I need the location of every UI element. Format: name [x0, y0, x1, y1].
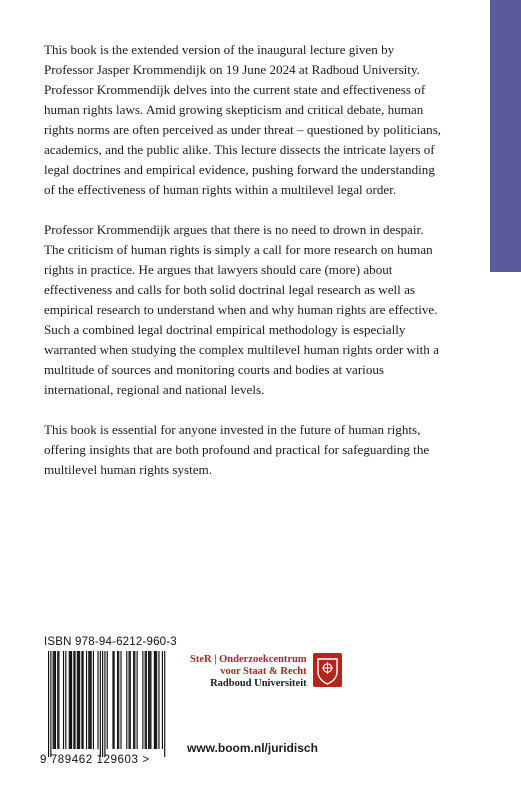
publisher-website: www.boom.nl/juridisch	[187, 741, 318, 755]
ster-line-1: SteR | Onderzoekcentrum	[190, 654, 307, 665]
side-color-tab	[490, 0, 521, 272]
isbn-digits: 9 789462 129603 >	[40, 754, 150, 766]
ster-logo	[190, 654, 307, 690]
blurb-paragraph-3: This book is essential for anyone invested in the future of human rights, offering insights that are both profound and practical for safeguarding the multilevel human rights system.	[44, 422, 430, 477]
barcode-icon	[40, 651, 172, 757]
back-cover-blurb	[44, 40, 444, 480]
blurb-paragraph-1: This book is the extended version of the inaugural lecture given by Professor Jasper Krommendijk on 19 June 2024 at Radboud University. Professor Krommendijk delves into the current state and effectiveness of human rights laws. Amid growing skepticism and critical debate, human rights norms are often perceived as under threat – questioned by politicians, academics, and the public alike. This lecture dissects the intricate layers of legal doctrines and empirical evidence, pushing forward the understanding of the effectiveness of human rights within a multilevel legal order.	[44, 42, 442, 197]
barcode-block	[40, 636, 180, 766]
ster-line-2: voor Staat & Recht	[220, 666, 307, 677]
isbn-label: ISBN 978-94-6212-960-3	[44, 636, 177, 648]
university-name: Radboud Universiteit	[210, 678, 307, 689]
radboud-crest-icon	[313, 653, 342, 687]
blurb-paragraph-2: Professor Krommendijk argues that there is no need to drown in despair. The criticism of human rights is simply a call for more research on human rights in practice. He argues that lawyers should care (more) about effectiveness and calls for both solid doctrinal legal research as well as empirical research to understand when and why human rights are effective. Such a combined legal doctrinal empirical methodology is especially warranted when studying the complex multilevel human rights order with a multitude of sources and monitoring courts and bodies at various international, regional and national levels.	[44, 222, 439, 397]
